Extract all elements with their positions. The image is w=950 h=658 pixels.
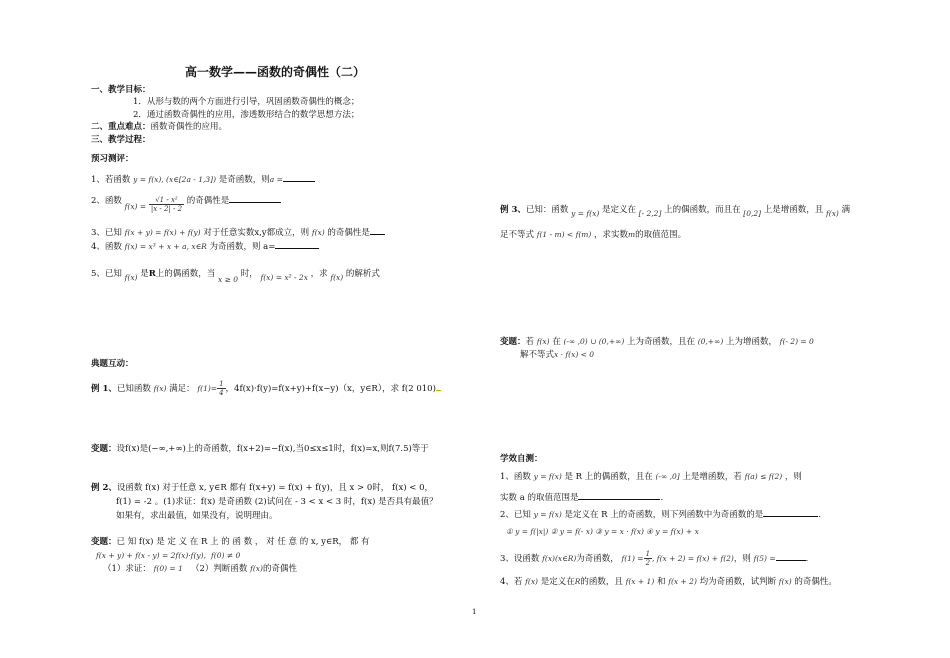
q5-mid1: 是 [140, 269, 149, 279]
q4-answer-blank[interactable] [275, 239, 319, 249]
page-number: 1 [472, 608, 477, 616]
variant-3-label: 变题： [500, 337, 526, 347]
example-2-line-3: 如果有，求出最值，如果没有，说明理由。 [116, 511, 278, 521]
q1-prefix: 1、若函数 [91, 175, 131, 185]
preview-heading: 预习测评： [91, 154, 134, 164]
example-3-text-i: 满 [841, 205, 851, 215]
process-heading: 三、教学过程： [91, 135, 151, 145]
key-points [91, 122, 227, 133]
variant-3-b: f(x) [536, 337, 550, 346]
variant-2-part-2-suffix: 的奇偶性 [262, 564, 297, 574]
s3-e: , f(x + 2) = f(x) + f(2) [652, 554, 734, 563]
preview-question-3 [91, 225, 385, 239]
page-title: 高一数学——函数的奇偶性（二） [185, 65, 366, 79]
q4-suffix: 为奇函数，则 a= [209, 242, 276, 252]
example-2-label: 例 2、 [91, 483, 117, 493]
self-test-heading: 学效自测： [500, 454, 543, 464]
s3-a: 3、设函数 [500, 554, 540, 564]
variant-2-part-2-math: f(x) [250, 564, 263, 573]
s4-c: 是定义在 [540, 577, 575, 587]
s1-d: (-∞ ,0] [655, 472, 680, 481]
q2-suffix: 的奇偶性是 [186, 196, 230, 206]
q5-fx: f(x) [124, 273, 138, 282]
s3-f: ，则 [733, 554, 751, 564]
q3-answer-blank[interactable] [370, 225, 385, 235]
s4-g: 和 [656, 577, 666, 587]
variant-2-part-2-label: （2）判断函数 [190, 564, 248, 574]
example-3-math-h: f(x) [826, 209, 839, 218]
variant-3-line-2 [520, 349, 594, 361]
variant-3-f: (0,+∞) [697, 337, 724, 346]
q2-prefix: 2、函数 [91, 196, 122, 206]
s1-a: 1、函数 [500, 472, 531, 482]
q5-mid3: 时， [240, 269, 258, 279]
key-points-text: 函数奇偶性的应用。 [150, 122, 228, 132]
s2-a: 2、已知 [500, 510, 531, 520]
s3-g: f(5) = [753, 554, 776, 563]
variant-3-d: (-∞ ,0) ∪ (0,+∞) [563, 337, 625, 346]
self-test-2-options: ① y = f(|x|) ② y = f(- x) ③ y = x · f(x) ④ y = f(x) + x [506, 527, 699, 536]
s3-d: f(1) = [621, 554, 644, 563]
example-1-denominator: 4 [219, 389, 224, 397]
q3-suffix: 的奇偶性是 [327, 228, 370, 238]
variant-3-h: f(- 2) = 0 [779, 337, 814, 346]
s4-f: f(x + 1) [625, 577, 655, 586]
variant-3-c: 在 [552, 337, 561, 347]
example-1-rest: ，4f(x)·f(y)=f(x+y)+f(x−y)（x，y∈R），求 f(2 010) [225, 384, 436, 394]
example-3-text-g: 上是增函数，且 [763, 205, 824, 215]
example-1-marker [436, 381, 441, 391]
q3-fx: f(x) [311, 228, 325, 237]
variant-3-a: 若 [525, 337, 535, 347]
variant-3-line-1 [500, 336, 814, 348]
self-test-3: 3、设函数 f(x)(x∈R)为奇函数， f(1) = $\frac{1}{2}$ , f(x + 2) = f(x) + f(2)，则 f(5) = . [500, 550, 809, 567]
example-3-line-2-e: 的取值范围。 [635, 230, 687, 240]
s4-b: f(x) [525, 577, 538, 586]
variant-2-label: 变题： [91, 537, 117, 547]
example-3-label: 例 3、 [500, 205, 526, 215]
q5-fx2: f(x) [330, 273, 344, 282]
q5-mid2: 上的偶函数，当 [155, 269, 216, 279]
example-3-line-1 [500, 204, 850, 216]
variant-2-part-1-math: f(0) = 1 [153, 564, 183, 573]
s4-i: 均为奇函数，试判断 [699, 577, 777, 587]
q1-answer-blank[interactable] [283, 172, 315, 182]
example-1 [91, 380, 441, 402]
example-1-f1: f(1)= [197, 384, 218, 393]
variant-3-line-2-a: 解不等式 [520, 350, 555, 360]
s4-e: 的函数，且 [580, 577, 623, 587]
s2-c: 是定义在 R 上的奇函数，则下列函数中为奇函数的是 [564, 510, 764, 520]
self-test-2-line-1: 2、已知 y = f(x) 是定义在 R 上的奇函数，则下列函数中为奇函数的是 . [500, 507, 821, 521]
s1-b: y = f(x) [533, 472, 562, 481]
example-1-label: 例 1、 [91, 384, 117, 394]
q5-prefix: 5、已知 [91, 269, 122, 279]
example-3-math-d: [- 2,2] [638, 209, 662, 218]
q2-denominator: |x - 2| - 2 [150, 205, 183, 213]
example-3-line-2 [500, 229, 686, 241]
variant-1 [91, 444, 429, 455]
variant-2-part-1-label: （1）求证： [103, 564, 151, 574]
s3-fraction [644, 550, 652, 567]
variant-2-line-1: 已 知 f(x) 是 定 义 在 R 上 的 函 数 ， 对 任 意 的 x, y∈R， 都 有 [116, 537, 370, 547]
variant-3-g: 上为增函数， [725, 337, 777, 347]
s1-f: f(a) ≤ f(2) [744, 472, 783, 481]
q1-var: a = [269, 175, 283, 184]
q4-math: f(x) = x³ + x + a, x∈R [124, 242, 207, 251]
interaction-heading: 典题互动： [91, 359, 134, 369]
s4-j: f(x) [778, 577, 792, 586]
preview-question-5 [91, 268, 380, 284]
s3-c: 为奇函数， [576, 554, 619, 564]
example-1-fx: f(x) [153, 384, 167, 393]
variant-1-text: 设f(x)是(−∞,+∞)上的奇函数，f(x+2)=−f(x),当0≤x≤1时，f(x)=x,则f(7.5)等于 [116, 444, 429, 454]
q5-suffix: 的解析式 [345, 269, 380, 279]
example-3-text-c: 是定义在 [601, 205, 636, 215]
s4-d: R [574, 577, 581, 586]
q2-numerator: √1 - x² [149, 196, 184, 205]
example-1-prefix: 已知函数 [116, 384, 151, 394]
example-3-math-b: y = f(x) [571, 209, 600, 218]
variant-1-label: 变题： [91, 444, 117, 454]
q5-R: R [148, 269, 156, 279]
s3-denominator: 2 [645, 559, 651, 567]
preview-question-2 [91, 192, 281, 216]
variant-3-line-2-math: x · f(x) < 0 [554, 350, 595, 359]
s2-answer-blank[interactable] [763, 507, 818, 517]
s4-h: f(x + 2) [668, 577, 697, 586]
s4-k: 的奇偶性。 [794, 577, 837, 587]
q5-condition: x ≥ 0 [218, 275, 239, 284]
s3-numerator: 1 [645, 550, 651, 558]
q4-prefix: 4、函数 [91, 242, 122, 252]
s1-answer-blank[interactable] [578, 490, 660, 500]
variant-3-e: 上为奇函数，且在 [626, 337, 695, 347]
q2-fraction [149, 196, 184, 213]
q1-suffix: 是奇函数，则 [218, 175, 270, 185]
self-test-1-line-2: 实数 a 的取值范围是 . [500, 490, 663, 504]
s3-answer-blank[interactable] [776, 551, 806, 561]
s4-a: 4、若 [500, 577, 523, 587]
example-1-mid: 满足： [169, 384, 195, 394]
example-3-math-f: [0,2] [743, 209, 762, 218]
objective-item-1: 1．从形与数的两个方面进行引导，巩固函数奇偶性的概念； [133, 97, 360, 107]
example-3-text-a: 已知：函数 [525, 205, 569, 215]
q5-expression: f(x) = x² - 2x [260, 273, 308, 282]
q1-math: y = f(x), (x∈[2a - 1,3]) [133, 175, 216, 184]
q2-answer-blank[interactable] [229, 193, 281, 203]
s1-e: 上是增函数，若 [682, 472, 742, 482]
s1-c: 是 R 上的偶函数，且在 [564, 472, 653, 482]
variant-2-line-2: f(x + y) + f(x - y) = 2f(x)·f(y)，f(0) ≠ 0 [96, 551, 241, 560]
example-2-line-2: f(1) = -2 。(1)求证：f(x) 是奇函数 (2)试问在 - 3 < x < 3 时，f(x) 是否具有最值？ [116, 497, 438, 507]
variant-2-line-3 [103, 563, 297, 575]
q3-prefix: 3、已知 [91, 228, 122, 238]
preview-question-4 [91, 239, 319, 253]
example-3-line-2-var: m [628, 230, 636, 239]
variant-2 [91, 537, 370, 548]
example-1-numerator: 1 [219, 380, 224, 388]
self-test-1-line-1 [500, 471, 802, 483]
example-3-line-2-math: f(1 - m) < f(m) [536, 230, 592, 239]
objectives-heading: 一、教学目标： [91, 85, 151, 95]
example-2-line-1: 设函数 f(x) 对于任意 x, y∈R 都有 f(x+y) = f(x) + f(y)，且 x > 0时， f(x) < 0， [116, 483, 433, 493]
s1-line-2-text: 实数 a 的取值范围是 [500, 493, 579, 503]
example-3-line-2-c: ，求实数 [594, 230, 629, 240]
s1-g: ，则 [784, 472, 802, 482]
q3-mid: 对于任意实数x,y都成立，则 [203, 228, 310, 238]
example-1-fraction [217, 380, 225, 397]
objective-item-2: 2．通过函数奇偶性的应用，渗透数形结合的数学思想方法； [133, 110, 360, 120]
q2-lhs: f(x) = [124, 202, 147, 211]
example-3-text-e: 上的偶函数，而且在 [664, 205, 741, 215]
s2-b: y = f(x) [533, 510, 562, 519]
q3-math: f(x + y) = f(x) + f(y) [124, 228, 201, 237]
s3-b: f(x)(x∈R) [542, 554, 577, 563]
q5-mid4: ，求 [310, 269, 328, 279]
example-2 [91, 483, 433, 494]
preview-question-1 [91, 172, 315, 186]
self-test-4 [500, 576, 837, 588]
key-points-label: 二、重点难点： [91, 122, 151, 132]
example-3-line-2-a: 足不等式 [500, 230, 535, 240]
